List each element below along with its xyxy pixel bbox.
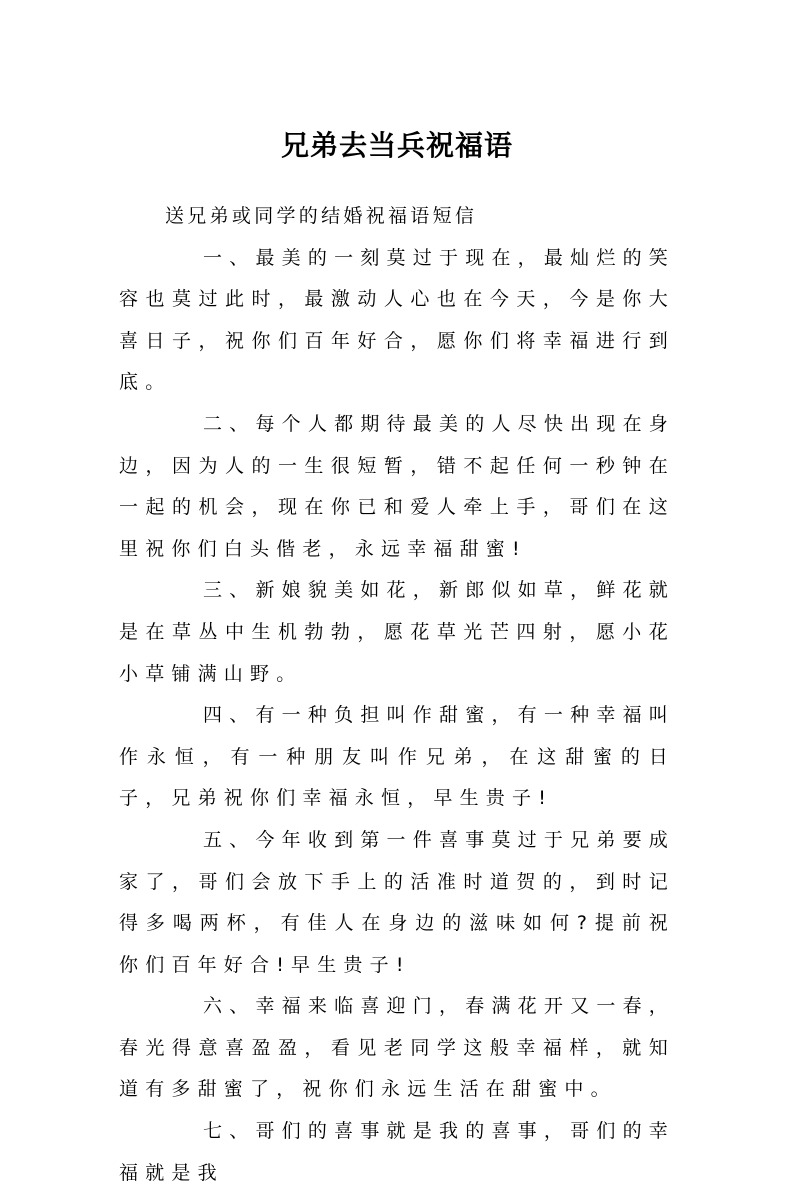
paragraph-3: 三、新娘貌美如花，新郎似如草，鲜花就是在草丛中生机勃勃，愿花草光芒四射，愿小花小草铺满山野。: [119, 579, 675, 685]
document-title: 兄弟去当兵祝福语: [280, 129, 513, 162]
paragraph-7: 七、哥们的喜事就是我的喜事，哥们的幸福就是我: [119, 1120, 675, 1184]
paragraph-6: 六、幸福来临喜迎门，春满花开又一春，春光得意喜盈盈，看见老同学这般幸福样，就知道有多甜蜜了，祝你们永远生活在甜蜜中。: [119, 995, 675, 1101]
paragraph-2: 二、每个人都期待最美的人尽快出现在身边，因为人的一生很短暂，错不起任何一秒钟在一起的机会，现在你已和爱人牵上手，哥们在这里祝你们白头偕老，永远幸福甜蜜!: [119, 412, 675, 560]
document-body: [119, 196, 675, 1194]
paragraph-4: 四、有一种负担叫作甜蜜，有一种幸福叫作永恒，有一种朋友叫作兄弟，在这甜蜜的日子，兄弟祝你们幸福永恒，早生贵子!: [119, 704, 675, 810]
paragraph-1: 一、最美的一刻莫过于现在，最灿烂的笑容也莫过此时，最激动人心也在今天，今是你大喜日子，祝你们百年好合，愿你们将幸福进行到底。: [119, 246, 675, 394]
document-subtitle: 送兄弟或同学的结婚祝福语短信: [165, 205, 478, 227]
paragraph-5: 五、今年收到第一件喜事莫过于兄弟要成家了，哥们会放下手上的活准时道贺的，到时记得多喝两杯，有佳人在身边的滋味如何?提前祝你们百年好合!早生贵子!: [119, 828, 675, 976]
